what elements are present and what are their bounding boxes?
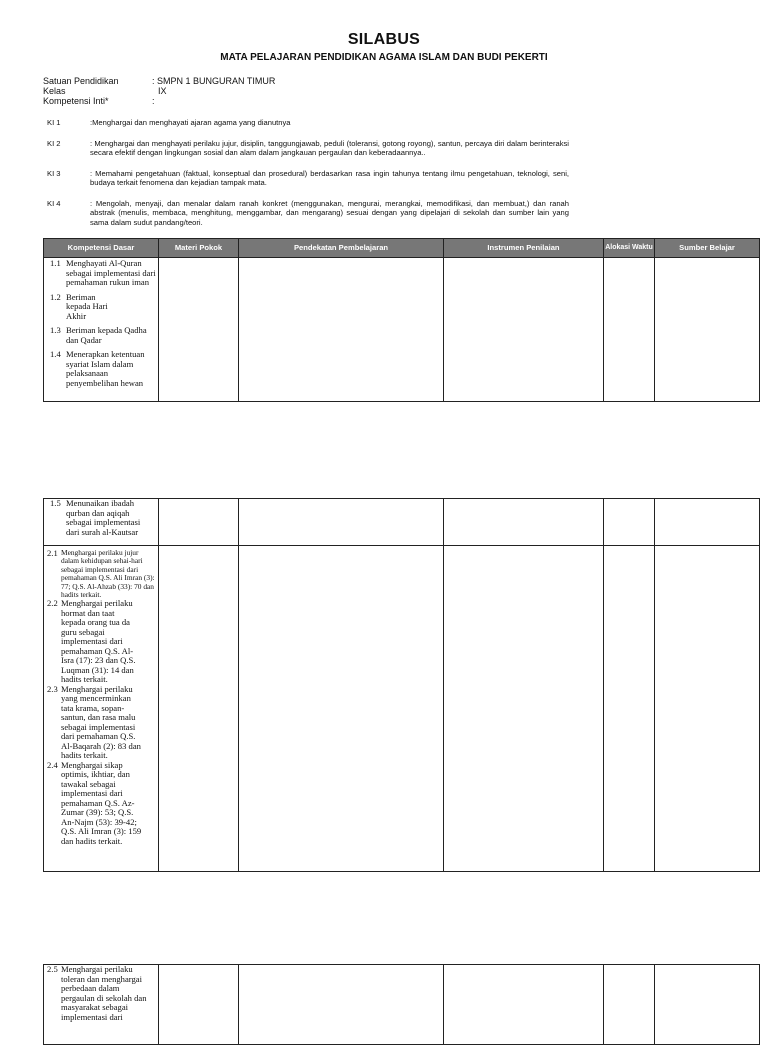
alokasi-cell	[604, 546, 655, 872]
kd-item	[50, 350, 156, 388]
identity-label: Kelas	[43, 86, 66, 96]
table-row	[44, 499, 760, 546]
sumber-cell	[655, 546, 760, 872]
kd-number: 1.4	[50, 349, 61, 359]
kd-cell	[44, 258, 159, 402]
instrumen-cell	[444, 965, 604, 1045]
header-materi-pokok: Materi Pokok	[159, 239, 239, 258]
kd-text: Menghayati Al-Quran sebagai implementasi dari pemahaman rukun iman	[66, 258, 156, 287]
materi-cell	[159, 546, 239, 872]
kd-cell	[44, 965, 159, 1045]
pendekatan-cell	[239, 546, 444, 872]
table-header-row	[44, 239, 760, 258]
instrumen-cell	[444, 258, 604, 402]
identity-label: Kompetensi Inti*	[43, 96, 109, 106]
ki-text: : Menghargai dan menghayati perilaku jujur, disiplin, tanggungjawab, peduli (toleransi, gotong royong), santun, percaya diri dalam berinteraksi secara efektif dengan lingkungan sosial dan alam dalam jangkauan pergaulan dan keberadaannya..	[90, 139, 569, 158]
identity-value: :	[152, 96, 155, 106]
syllabus-table	[43, 498, 760, 872]
pendekatan-cell	[239, 965, 444, 1045]
ki-code: KI 4	[47, 199, 61, 208]
sumber-cell	[655, 258, 760, 402]
alokasi-cell	[604, 258, 655, 402]
kd-cell	[44, 499, 159, 546]
header-instrumen: Instrumen Penilaian	[444, 239, 604, 258]
sumber-cell	[655, 965, 760, 1045]
kd-item	[50, 293, 156, 322]
kd-number: 2.1	[47, 548, 58, 558]
kd-text: Beriman kepada Hari Akhir	[66, 291, 108, 321]
kd-text: Menerapkan ketentuan syariat Islam dalam pelaksanaan penyembelihan hewan	[66, 349, 145, 388]
materi-cell	[159, 499, 239, 546]
kd-cell	[44, 546, 159, 872]
kd-item	[47, 685, 156, 761]
syllabus-table	[43, 238, 760, 402]
kd-number: 2.3	[47, 683, 58, 694]
kd-item	[50, 499, 156, 537]
materi-cell	[159, 965, 239, 1045]
instrumen-cell	[444, 499, 604, 546]
kd-text: Menghargai perilaku hormat dan taat kepada orang tua da guru sebagai implementasi dari pemahaman Q.S. Al- Isra (17): 23 dan Q.S. Luqman (31): 14 dan hadits terkait.	[61, 598, 136, 685]
kd-item	[47, 965, 156, 1022]
kd-number: 1.1	[50, 258, 61, 268]
kd-text: Beriman kepada Qadha dan Qadar	[66, 325, 147, 345]
pendekatan-cell	[239, 258, 444, 402]
pendekatan-cell	[239, 499, 444, 546]
identity-label: Satuan Pendidikan	[43, 76, 119, 86]
kd-number: 2.5	[47, 964, 58, 974]
header-alokasi-waktu: Alokasi Waktu	[604, 239, 655, 258]
ki-code: KI 1	[47, 118, 61, 127]
ki-text: :Menghargai dan menghayati ajaran agama yang dianutnya	[90, 118, 291, 127]
identity-value: IX	[158, 86, 167, 96]
page-title: SILABUS	[347, 31, 421, 48]
kd-text: Menghargai perilaku toleran dan menghargai perbedaan dalam pergaulan di sekolah dan masyarakat sebagai implementasi dari	[61, 964, 147, 1022]
kd-number: 1.2	[50, 291, 61, 302]
header-sumber-belajar: Sumber Belajar	[655, 239, 760, 258]
ki-code: KI 3	[47, 169, 61, 178]
table-row	[44, 965, 760, 1045]
kd-text: Menghargai sikap optimis, ikhtiar, dan tawakal sebagai implementasi dari pemahaman Q.S. Az-Zumar (39): 53; Q.S. An-Najm (53): 39-42; Q.S. Ali Imran (3): 159 dan hadits terkait.	[61, 759, 142, 846]
kd-item	[47, 549, 156, 599]
kd-number: 1.5	[50, 498, 61, 508]
kd-number: 2.2	[47, 598, 58, 609]
instrumen-cell	[444, 546, 604, 872]
kd-item	[50, 259, 156, 288]
alokasi-cell	[604, 965, 655, 1045]
table-row	[44, 546, 760, 872]
kd-item	[47, 599, 156, 685]
ki-text: : Memahami pengetahuan (faktual, konseptual dan prosedural) berdasarkan rasa ingin tahunya tentang ilmu pengetahuan, teknologi, seni, budaya terkait fenomena dan kejadian tampak mata.	[90, 169, 569, 188]
ki-text: : Mengolah, menyaji, dan menalar dalam ranah konkret (menggunakan, mengurai, merangkai, memodifikasi, dan membuat,) dan ranah abstrak (menulis, membaca, menghitung, menggambar, dan mengarang) sesuai dengan yang dipelajari di sekolah dan sumber lain yang sama dalam sudut pandang/teori.	[90, 199, 569, 227]
identity-value: : SMPN 1 BUNGURAN TIMUR	[152, 76, 276, 86]
kd-number: 1.3	[50, 325, 61, 335]
page-subtitle: MATA PELAJARAN PENDIDIKAN AGAMA ISLAM DAN BUDI PEKERTI	[220, 52, 548, 63]
kd-item	[47, 761, 156, 847]
kd-number: 2.4	[47, 759, 58, 770]
materi-cell	[159, 258, 239, 402]
ki-code: KI 2	[47, 139, 61, 148]
kd-text: Menghargai perilaku yang mencerminkan tata krama, sopan-santun, dan rasa malu sebagai implementasi dari pemahaman Q.S. Al-Baqarah (2): 83 dan hadits terkait.	[61, 683, 141, 761]
alokasi-cell	[604, 499, 655, 546]
kd-item	[50, 326, 156, 345]
syllabus-table	[43, 964, 760, 1045]
kd-text: Menunaikan ibadah qurban dan aqiqah sebagai implementasi dari surah al-Kautsar	[66, 498, 141, 537]
table-row	[44, 258, 760, 402]
sumber-cell	[655, 499, 760, 546]
header-kompetensi-dasar: Kompetensi Dasar	[44, 239, 159, 258]
header-pendekatan: Pendekatan Pembelajaran	[239, 239, 444, 258]
kd-text: Menghargai perilaku jujur dalam kehidupan sehai-hari sebagai implementasi dari pemahaman Q.S. Ali Imran (3): 77; Q.S. Al-Ahzab (33): 70 dan hadits terkait.	[61, 548, 155, 600]
